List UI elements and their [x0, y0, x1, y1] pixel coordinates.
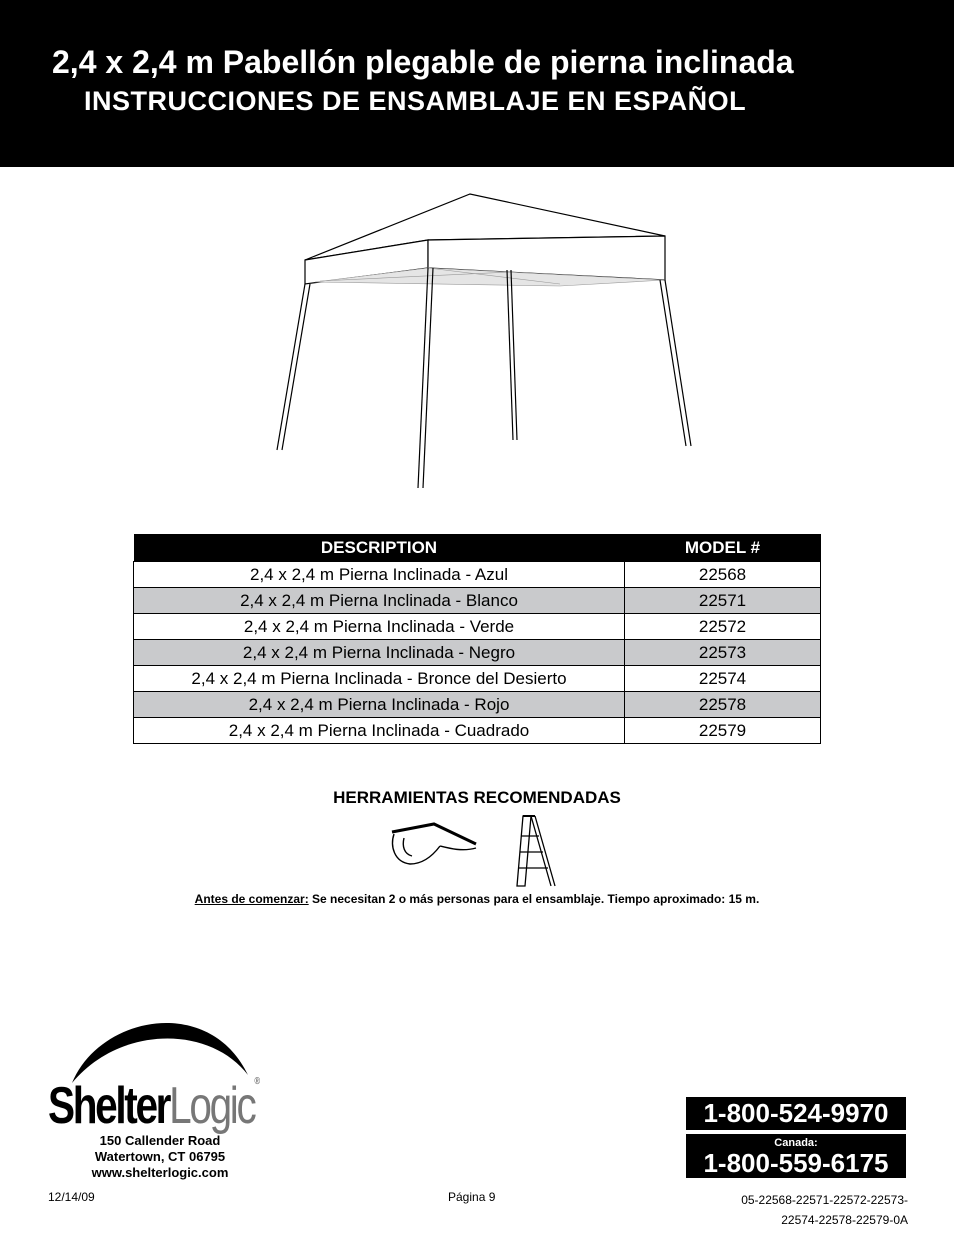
phone-canada-box	[686, 1134, 906, 1178]
tools-heading: HERRAMIENTAS RECOMENDADAS	[333, 788, 621, 807]
row-model: 22573	[625, 640, 821, 666]
logo-arc-icon	[70, 1005, 250, 1085]
page-subtitle: INSTRUCCIONES DE ENSAMBLAJE EN ESPAÑOL	[84, 86, 747, 116]
footer-page-number: Página 9	[448, 1190, 496, 1204]
table-row	[134, 562, 821, 588]
row-model: 22572	[625, 614, 821, 640]
before-start-note	[0, 892, 954, 906]
canopy-icon	[260, 190, 700, 500]
table-row	[134, 588, 821, 614]
row-model: 22579	[625, 718, 821, 744]
header-banner	[0, 0, 954, 167]
row-description: 2,4 x 2,4 m Pierna Inclinada - Rojo	[134, 692, 625, 718]
shelterlogic-logo: ShelterLogic®	[48, 1076, 261, 1135]
table-row	[134, 614, 821, 640]
website-link[interactable]: www.shelterlogic.com	[91, 1165, 229, 1180]
step-ladder-icon	[513, 814, 559, 888]
model-table	[133, 534, 821, 744]
phone-us: 1-800-524-9970	[686, 1097, 906, 1130]
table-row	[134, 666, 821, 692]
part-code-line-2: 22574-22578-22579-0A	[781, 1213, 908, 1227]
canada-label: Canada:	[774, 1137, 818, 1149]
part-code-line-1: 05-22568-22571-22572-22573-	[741, 1193, 908, 1207]
table-row	[134, 718, 821, 744]
row-description: 2,4 x 2,4 m Pierna Inclinada - Blanco	[134, 588, 625, 614]
column-header-description: DESCRIPTION	[134, 534, 625, 562]
column-header-model: MODEL #	[625, 534, 821, 562]
row-description: 2,4 x 2,4 m Pierna Inclinada - Negro	[134, 640, 625, 666]
address-line-2: Watertown, CT 06795	[94, 1149, 226, 1164]
company-address	[60, 1133, 260, 1181]
note-label: Antes de comenzar:	[194, 892, 309, 906]
row-model: 22571	[625, 588, 821, 614]
row-model: 22574	[625, 666, 821, 692]
row-description: 2,4 x 2,4 m Pierna Inclinada - Azul	[134, 562, 625, 588]
row-description: 2,4 x 2,4 m Pierna Inclinada - Cuadrado	[134, 718, 625, 744]
address-line-1: 150 Callender Road	[99, 1133, 221, 1148]
footer-part-code	[741, 1190, 908, 1230]
table-row	[134, 640, 821, 666]
row-description: 2,4 x 2,4 m Pierna Inclinada - Verde	[134, 614, 625, 640]
table-header-row	[134, 534, 821, 562]
row-model: 22578	[625, 692, 821, 718]
page-title: 2,4 x 2,4 m Pabellón plegable de pierna inclinada	[52, 44, 794, 80]
table-row	[134, 692, 821, 718]
phone-canada: 1-800-559-6175	[703, 1148, 889, 1178]
footer-date: 12/14/09	[48, 1190, 95, 1204]
row-description: 2,4 x 2,4 m Pierna Inclinada - Bronce del Desierto	[134, 666, 625, 692]
row-model: 22568	[625, 562, 821, 588]
safety-glasses-icon	[384, 818, 484, 868]
note-text: Se necesitan 2 o más personas para el ensamblaje. Tiempo aproximado: 15 m.	[308, 892, 760, 906]
